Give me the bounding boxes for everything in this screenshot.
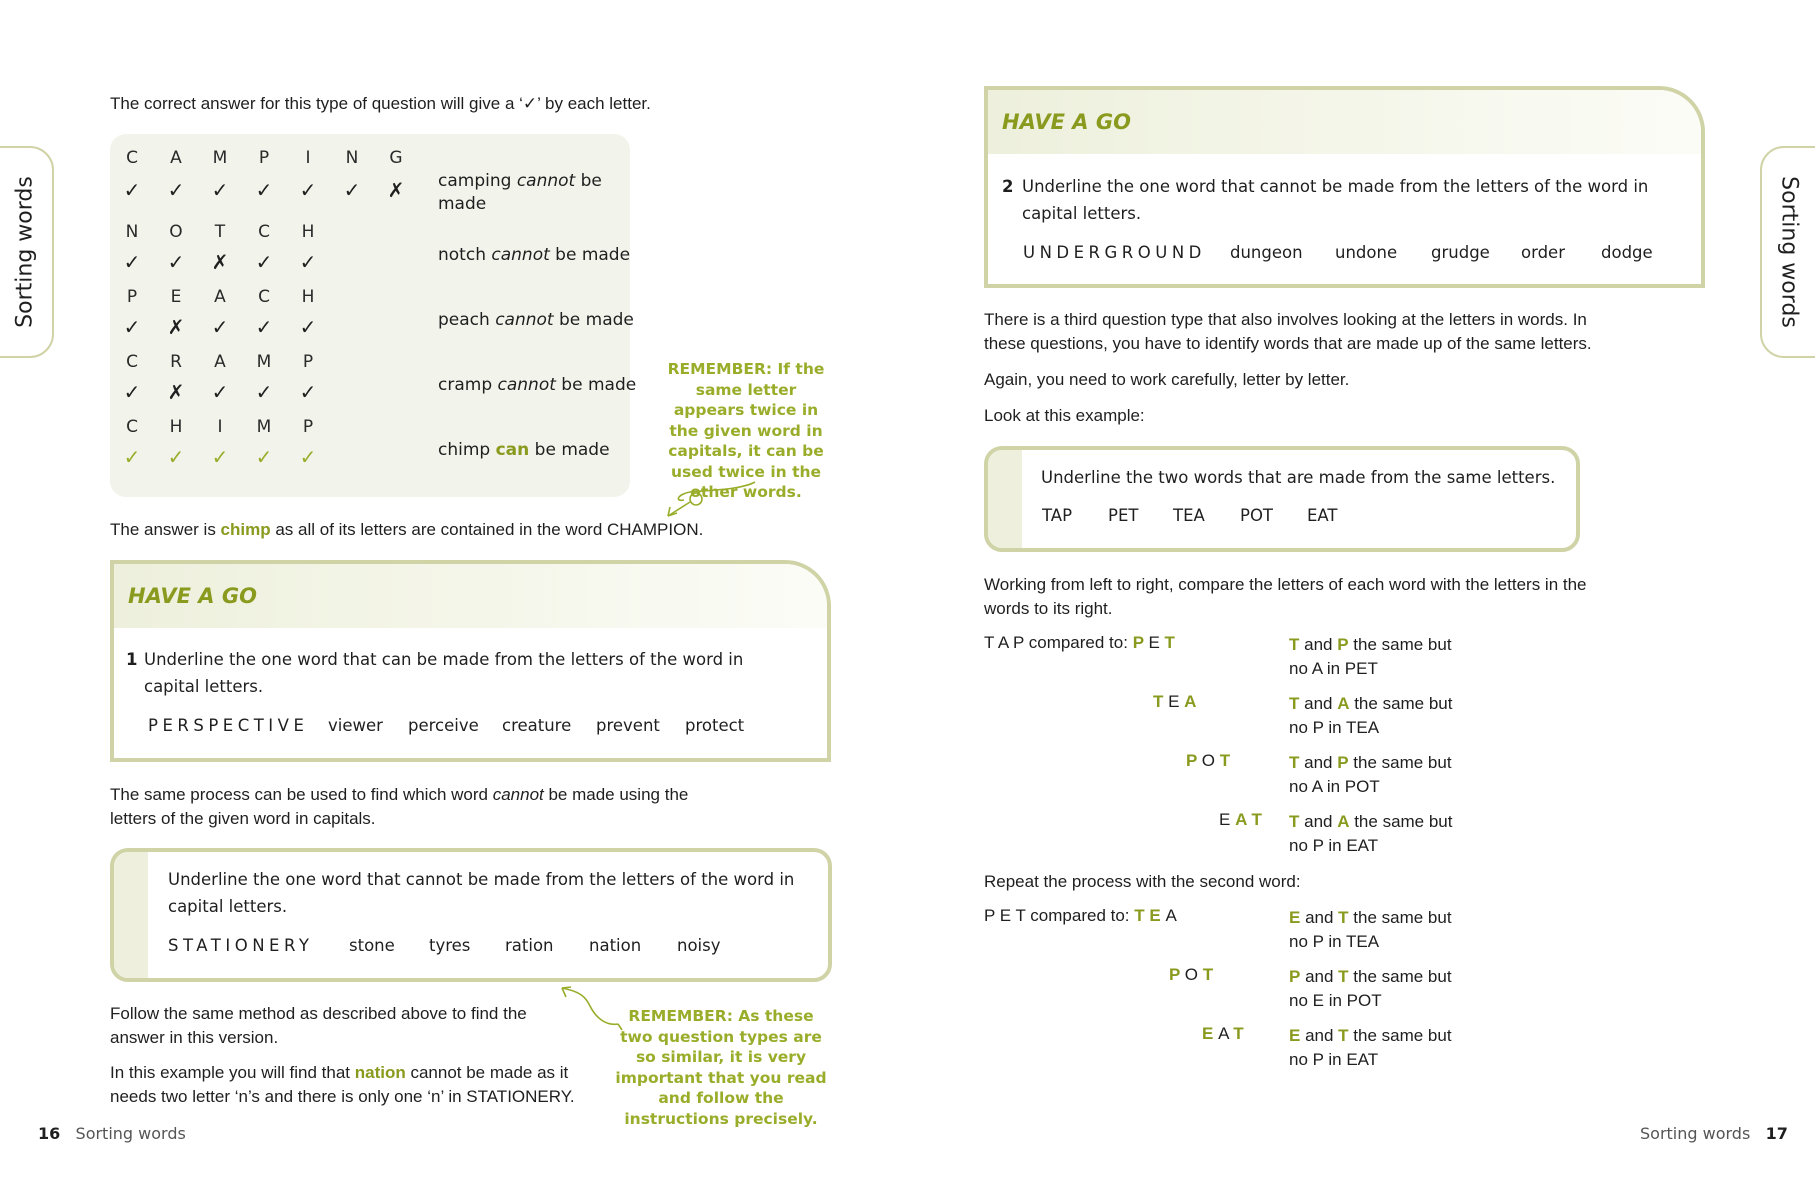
- arrow-icon: [660, 478, 760, 520]
- question-2: 2 Underline the one word that cannot be made from the letters of the word in capital letters.: [1002, 177, 1649, 223]
- tick-mark: ✓: [211, 178, 229, 202]
- comparison-word: P O T: [1186, 751, 1231, 770]
- option-word: stone: [349, 936, 395, 955]
- grid-letter: P: [126, 287, 138, 307]
- remember-note-1: REMEMBER: If the same letter appears twice in the given word in capitals, it can be used twice in the other words.: [667, 360, 825, 501]
- nation-text: In this example you will find that nation cannot be made as it needs two letter ‘n’s and there is only one ‘n’ in STATIONERY.: [110, 1063, 575, 1106]
- comparison-word: E A T: [1219, 810, 1262, 829]
- again-text: Again, you need to work carefully, letter by letter.: [984, 370, 1350, 389]
- option-word[interactable]: prevent: [596, 716, 660, 735]
- grid-letter: C: [126, 352, 138, 372]
- grid-row-note: cramp cannot be made: [438, 375, 637, 395]
- page-footer-left: 16 Sorting words: [38, 1124, 186, 1143]
- comparison-word: T E A: [1153, 692, 1197, 711]
- option-word: noisy: [677, 936, 721, 955]
- tick-mark: ✓: [123, 178, 141, 202]
- capital-word: STATIONERY: [168, 936, 314, 955]
- grid-letter: I: [217, 417, 223, 437]
- tick-mark: ✓: [123, 315, 141, 339]
- tick-mark: ✓: [343, 178, 361, 202]
- comparison-explanation: E and T the same but no P in TEA: [1289, 908, 1452, 951]
- grid-row-note: peach cannot be made: [438, 310, 634, 330]
- section-tab-label: Sorting words: [12, 176, 38, 328]
- option-word[interactable]: perceive: [408, 716, 479, 735]
- tick-mark: ✓: [255, 380, 273, 404]
- section-tab-right: [1760, 146, 1815, 358]
- option-word: EAT: [1307, 506, 1338, 525]
- grid-letter: C: [258, 222, 270, 242]
- grid-letter: E: [170, 287, 182, 307]
- cross-mark: ✗: [167, 380, 185, 404]
- capital-word: PERSPECTIVE: [148, 716, 309, 735]
- answer-word: chimp: [220, 520, 271, 539]
- cross-mark: ✗: [167, 315, 185, 339]
- working-text: Working from left to right, compare the letters of each word with the letters in the words to its right.: [984, 575, 1587, 618]
- option-word[interactable]: undone: [1335, 243, 1398, 262]
- tick-mark: ✓: [167, 445, 185, 469]
- grid-letter: N: [125, 222, 139, 242]
- comparison-word: E A T: [1202, 1024, 1244, 1043]
- grid-letter: M: [256, 352, 272, 372]
- follow-text: Follow the same method as described above to find the answer in this version.: [110, 1004, 527, 1047]
- option-word[interactable]: dungeon: [1230, 243, 1303, 262]
- comparison-explanation: E and T the same but no P in EAT: [1289, 1026, 1452, 1069]
- have-a-go-title: HAVE A GO: [128, 584, 257, 608]
- tick-mark: ✓: [299, 250, 317, 274]
- grid-letter: H: [169, 417, 183, 437]
- tick-mark: ✓: [167, 250, 185, 274]
- tick-mark: ✓: [211, 315, 229, 339]
- question-1: 1 Underline the one word that can be made from the letters of the word in capital letters.: [126, 650, 744, 696]
- tick-mark: ✓: [167, 178, 185, 202]
- comparison-explanation: T and A the same but no P in EAT: [1289, 812, 1453, 855]
- cross-mark: ✗: [387, 178, 405, 202]
- option-word[interactable]: protect: [685, 716, 745, 735]
- option-word[interactable]: creature: [502, 716, 572, 735]
- comparison-word: T A P compared to: P E T: [984, 633, 1175, 652]
- grid-letter: A: [214, 352, 226, 372]
- section-tab-label: Sorting words: [1776, 176, 1802, 328]
- grid-row-note: chimp can be made: [438, 440, 610, 460]
- comparison-explanation: T and A the same but no P in TEA: [1289, 694, 1453, 737]
- tick-mark: ✓: [123, 380, 141, 404]
- grid-letter: O: [169, 222, 183, 242]
- example-question: Underline the two words that are made from the same letters.: [1041, 468, 1556, 487]
- cross-mark: ✗: [211, 250, 229, 274]
- comparison-explanation: T and P the same but no A in POT: [1289, 753, 1452, 796]
- letter-check-grid: [110, 134, 637, 497]
- grid-letter: H: [301, 287, 315, 307]
- grid-letter: P: [302, 352, 314, 372]
- comparison-word: P E T compared to: T E A: [984, 906, 1177, 925]
- grid-letter: N: [345, 148, 359, 168]
- capital-word: UNDERGROUND: [1023, 243, 1206, 262]
- tick-mark: ✓: [211, 445, 229, 469]
- option-word[interactable]: dodge: [1601, 243, 1653, 262]
- grid-letter: P: [258, 148, 270, 168]
- grid-letter: M: [212, 148, 228, 168]
- example-box-2: [984, 446, 1580, 552]
- grid-letter: A: [214, 287, 226, 307]
- tick-mark: ✓: [123, 250, 141, 274]
- grid-letter: G: [389, 148, 403, 168]
- option-word: TEA: [1173, 506, 1205, 525]
- option-word[interactable]: order: [1521, 243, 1565, 262]
- same-process-text: The same process can be used to find which word cannot be made using the letters of the given word in capitals.: [110, 785, 689, 828]
- nation-word: nation: [354, 1063, 406, 1082]
- tick-mark: ✓: [255, 250, 273, 274]
- grid-letter: C: [258, 287, 270, 307]
- comparison-explanation: P and T the same but no E in POT: [1289, 967, 1452, 1010]
- option-word: nation: [589, 936, 642, 955]
- grid-letter: I: [305, 148, 311, 168]
- tick-mark: ✓: [299, 315, 317, 339]
- remember-note-2: REMEMBER: As these two question types are so similar, it is very important that you read and follow the instructions precisely.: [615, 1007, 827, 1128]
- grid-letter: R: [170, 352, 182, 372]
- tick-mark: ✓: [255, 178, 273, 202]
- tick-mark: ✓: [299, 380, 317, 404]
- repeat-text: Repeat the process with the second word:: [984, 872, 1301, 891]
- section-tab-left: [0, 146, 54, 358]
- grid-letter: C: [126, 148, 138, 168]
- option-word[interactable]: grudge: [1431, 243, 1490, 262]
- comparison-explanation: T and P the same but no A in PET: [1289, 635, 1452, 678]
- grid-letter: M: [256, 417, 272, 437]
- tick-mark: ✓: [299, 178, 317, 202]
- grid-row-note: camping cannot be made: [438, 171, 602, 214]
- option-word: PET: [1108, 506, 1139, 525]
- option-word: tyres: [429, 936, 471, 955]
- tick-mark: ✓: [255, 315, 273, 339]
- answer-text: The answer is chimp as all of its letters are contained in the word CHAMPION.: [110, 520, 704, 539]
- have-a-go-title: HAVE A GO: [1002, 110, 1131, 134]
- tick-mark: ✓: [299, 445, 317, 469]
- tick-mark: ✓: [123, 445, 141, 469]
- example-question: Underline the one word that cannot be made from the letters of the word in capital letters.: [168, 870, 795, 916]
- comparison-word: P O T: [1169, 965, 1214, 984]
- tick-mark: ✓: [211, 380, 229, 404]
- option-word: TAP: [1042, 506, 1073, 525]
- third-type-text: There is a third question type that also involves looking at the letters in words. In these questions, you have to identify words that are made up of the same letters.: [984, 310, 1592, 353]
- intro-text: The correct answer for this type of question will give a ‘✓’ by each letter.: [110, 94, 651, 113]
- page-footer-right: Sorting words 17: [1640, 1124, 1788, 1143]
- grid-row-note: notch cannot be made: [438, 245, 631, 265]
- grid-letter: P: [302, 417, 314, 437]
- option-word: ration: [505, 936, 554, 955]
- grid-letter: C: [126, 417, 138, 437]
- grid-letter: H: [301, 222, 315, 242]
- look-text: Look at this example:: [984, 406, 1145, 425]
- grid-letter: T: [214, 222, 226, 242]
- grid-letter: A: [170, 148, 182, 168]
- tick-mark: ✓: [255, 445, 273, 469]
- option-word[interactable]: viewer: [328, 716, 383, 735]
- option-word: POT: [1240, 506, 1274, 525]
